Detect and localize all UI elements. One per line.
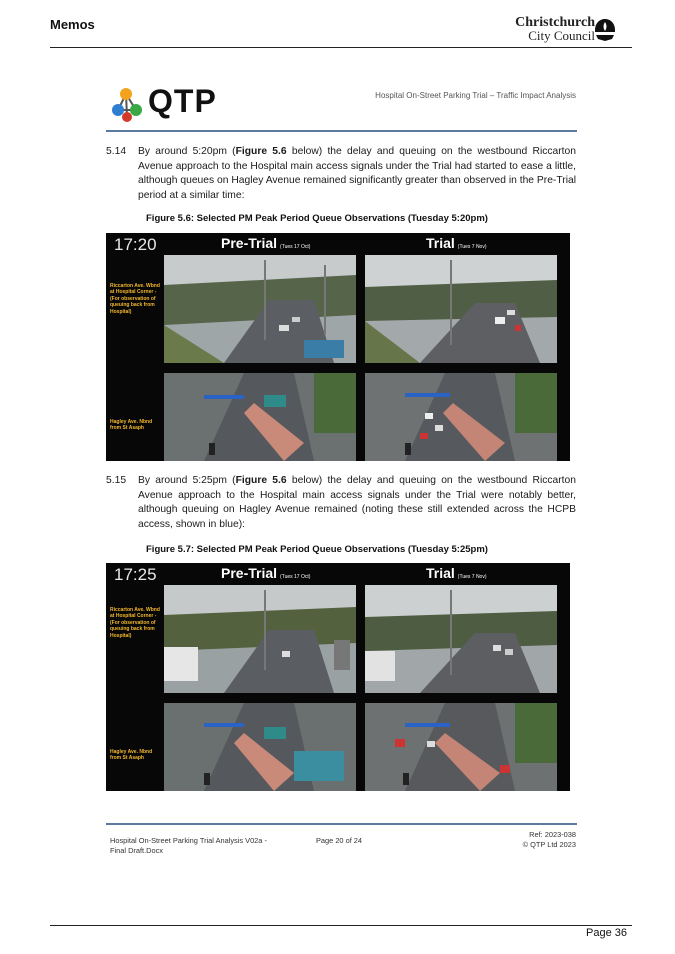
- paragraph-number: 5.14: [106, 146, 127, 157]
- trial-date: (Tues 7 Nov): [457, 574, 487, 580]
- council-name-line1: Christchurch: [515, 15, 595, 30]
- pre-trial-header: [221, 565, 310, 581]
- footer-copyright: © QTP Ltd 2023: [522, 840, 576, 849]
- camera-image-pre-trial-hagley: [164, 703, 356, 791]
- council-name: [515, 16, 595, 42]
- pre-trial-date: (Tues 17 Oct): [280, 574, 311, 580]
- figure-caption: Figure 5.7: Selected PM Peak Period Queue Observations (Tuesday 5:25pm): [146, 544, 488, 555]
- report-header-rule: [106, 130, 577, 132]
- footer-doc-name-line1: Hospital On-Street Parking Trial Analysis V02a -: [110, 836, 267, 845]
- footer-rule: [106, 823, 577, 825]
- footer-page-of: Page 20 of 24: [316, 836, 363, 845]
- paragraph-text-end: below) the delay and queuing on the westbound Riccarton Avenue approach to the Hospital main access signals under the Trial had started to ease a little, although queues on Hagley Avenue remained significantly greater than observed in the Pre-Trial period at a similar time:: [138, 146, 576, 201]
- trial-header: [426, 565, 487, 581]
- figure-panel: [106, 233, 570, 461]
- page-bottom-rule: [50, 925, 632, 926]
- paragraph-text-start: By around 5:20pm (: [138, 146, 236, 157]
- pre-trial-label: Pre-Trial: [221, 565, 278, 581]
- row2-location-label: Hagley Ave. Nbnd from St Asaph: [110, 749, 153, 762]
- council-logo-icon: [594, 18, 616, 42]
- trial-label: Trial: [426, 565, 455, 581]
- footer-doc-name: [110, 836, 267, 856]
- camera-image-trial-hagley: [365, 703, 557, 791]
- trial-header: [426, 235, 487, 251]
- figure-caption: Figure 5.6: Selected PM Peak Period Queue Observations (Tuesday 5:20pm): [146, 213, 488, 224]
- trial-date: (Tues 7 Nov): [457, 244, 487, 250]
- camera-image-trial-riccarton: [365, 255, 557, 363]
- footer-doc-name-line2: Final Draft.Docx: [110, 846, 163, 855]
- page-number: Page 36: [586, 927, 627, 939]
- figure-reference: Figure 5.6: [235, 146, 287, 157]
- trial-label: Trial: [426, 235, 455, 251]
- report-title: Hospital On-Street Parking Trial – Traffic Impact Analysis: [375, 91, 576, 100]
- footer-ref-number: Ref: 2023-038: [529, 830, 576, 839]
- paragraph-text-start: By around 5:25pm (: [138, 475, 236, 486]
- paragraph-text-end: below) the delay and queuing on the westbound Riccarton Avenue approach to the Hospital main access signals under the Trial were notably better, although queuing on Hagley Avenue remained (noting these still extended across the HCPB access, shown in blue):: [138, 475, 576, 530]
- paragraph-number: 5.15: [106, 475, 127, 486]
- paragraph-text: [138, 145, 576, 203]
- camera-image-trial-riccarton: [365, 585, 557, 693]
- pre-trial-header: [221, 235, 310, 251]
- council-name-line2: City Council: [528, 28, 595, 43]
- timestamp: 17:20: [114, 235, 157, 254]
- row1-location-label: Riccarton Ave. Wbnd at Hospital Corner - (For observation of queuing back from Hospital): [110, 283, 160, 315]
- pre-trial-date: (Tues 17 Oct): [280, 244, 311, 250]
- pre-trial-label: Pre-Trial: [221, 235, 278, 251]
- paragraph-text: [138, 474, 576, 532]
- memo-label: Memos: [50, 17, 95, 32]
- figure-reference: Figure 5.6: [235, 475, 287, 486]
- row2-location-label: Hagley Ave. Nbnd from St Asaph: [110, 419, 153, 432]
- footer-ref: [470, 830, 576, 850]
- camera-image-pre-trial-riccarton: [164, 255, 356, 363]
- row1-location-label: Riccarton Ave. Wbnd at Hospital Corner - (For observation of queuing back from Hospital): [110, 607, 160, 639]
- camera-image-pre-trial-hagley: [164, 373, 356, 461]
- camera-image-trial-hagley: [365, 373, 557, 461]
- camera-image-pre-trial-riccarton: [164, 585, 356, 693]
- header-rule: [50, 47, 632, 48]
- figure-panel: [106, 563, 570, 791]
- timestamp: 17:25: [114, 565, 157, 584]
- qtp-wordmark: QTP: [148, 83, 217, 119]
